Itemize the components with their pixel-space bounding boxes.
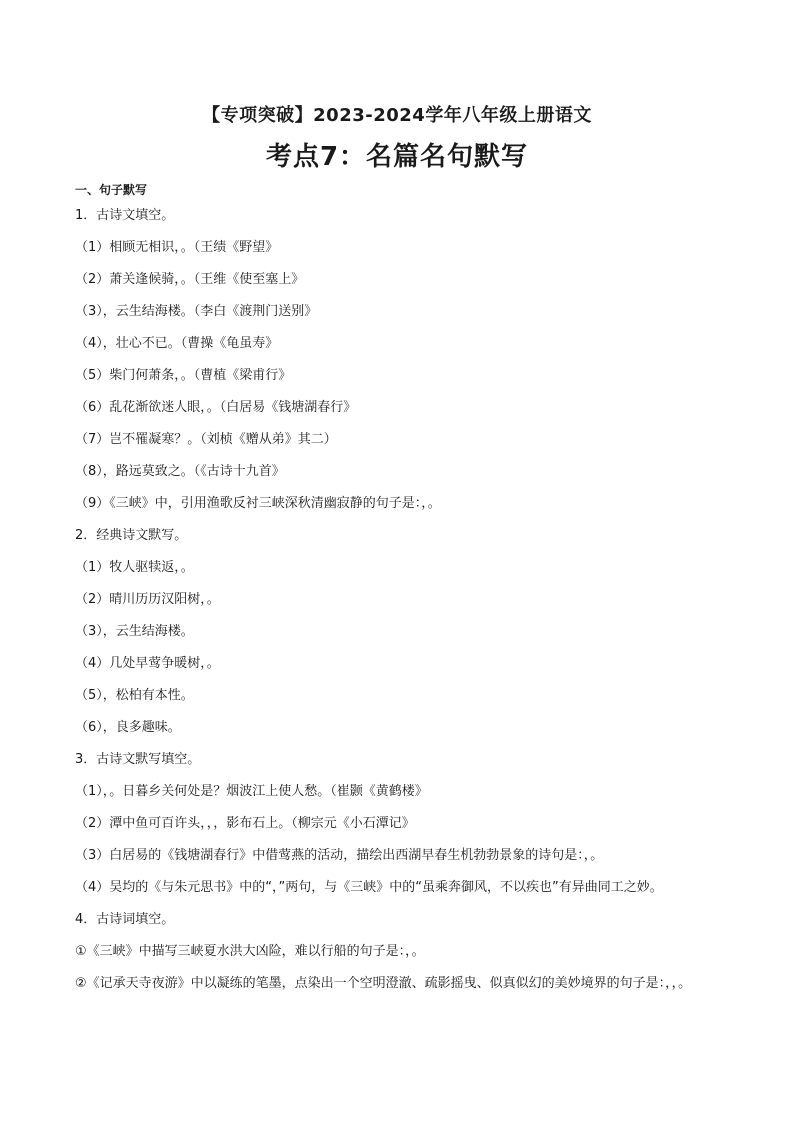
document-subtitle: 考点7：名篇名句默写 [265, 142, 529, 172]
question-item: （6）乱花渐欲迷人眼，。（白居易《钱塘湖春行》 [75, 400, 357, 415]
question-item: （5），松柏有本性。 [75, 688, 194, 703]
question-item: （6），良多趣味。 [75, 720, 181, 735]
question-title: 2．经典诗文默写。 [75, 528, 188, 543]
question-3 [75, 751, 725, 897]
question-item: （5）柴门何萧条，。（曹植《梁甫行》 [75, 368, 292, 383]
question-item: ①《三峡》中描写三峡夏水洪大凶险，难以行船的句子是：，。 [75, 944, 425, 959]
question-item: （3），云生结海楼。（李白《渡荆门送别》 [75, 304, 318, 319]
section-heading: 一、句子默写 [75, 183, 148, 197]
document-body [75, 181, 725, 1012]
question-item: （4）几处早莺争暖树，。 [75, 656, 220, 671]
question-item: （4），壮心不已。（曹操《龟虽寿》 [75, 336, 279, 351]
question-item: （9）《三峡》中，引用渔歌反衬三峡深秋清幽寂静的句子是：，。 [75, 496, 441, 511]
question-2 [75, 527, 725, 737]
question-item: （1）牧人驱犊返，。 [75, 560, 194, 575]
question-title: 3．古诗文默写填空。 [75, 752, 201, 767]
question-title: 4．古诗词填空。 [75, 912, 175, 927]
question-item: （2）潭中鱼可百许头，，，影布石上。（柳宗元《小石潭记》 [75, 816, 415, 831]
question-item: （1），。日暮乡关何处是？烟波江上使人愁。（崔颢《黄鹤楼》 [75, 784, 428, 799]
question-item: （2）萧关逢候骑，。（王维《使至塞上》 [75, 272, 305, 287]
document-title: 【专项突破】2023-2024学年八年级上册语文 [202, 105, 592, 126]
question-title: 1．古诗文填空。 [75, 208, 175, 223]
question-item: （3）白居易的《钱塘湖春行》中借莺燕的活动，描绘出西湖早春生机勃勃景象的诗句是：，。 [75, 848, 604, 863]
question-4 [75, 911, 725, 998]
question-item: （7）岂不罹凝寒？。（刘桢《赠从弟》其二） [75, 432, 337, 447]
question-item: （2）晴川历历汉阳树，。 [75, 592, 220, 607]
question-item: （4）吴均的《与朱元思书》中的“，”两句，与《三峡》中的“虽乘奔御风，不以疾也”有异曲同工之妙。 [75, 880, 663, 895]
question-item: ②《记承天寺夜游》中以凝练的笔墨，点染出一个空明澄澈、疏影摇曳、似真似幻的美妙境界的句子是：，，。 [75, 976, 692, 991]
question-item: （1）相顾无相识，。（王绩《野望》 [75, 240, 279, 255]
question-1 [75, 207, 725, 513]
question-item: （8），路远莫致之。（《古诗十九首》 [75, 464, 285, 479]
question-item: （3），云生结海楼。 [75, 624, 194, 639]
